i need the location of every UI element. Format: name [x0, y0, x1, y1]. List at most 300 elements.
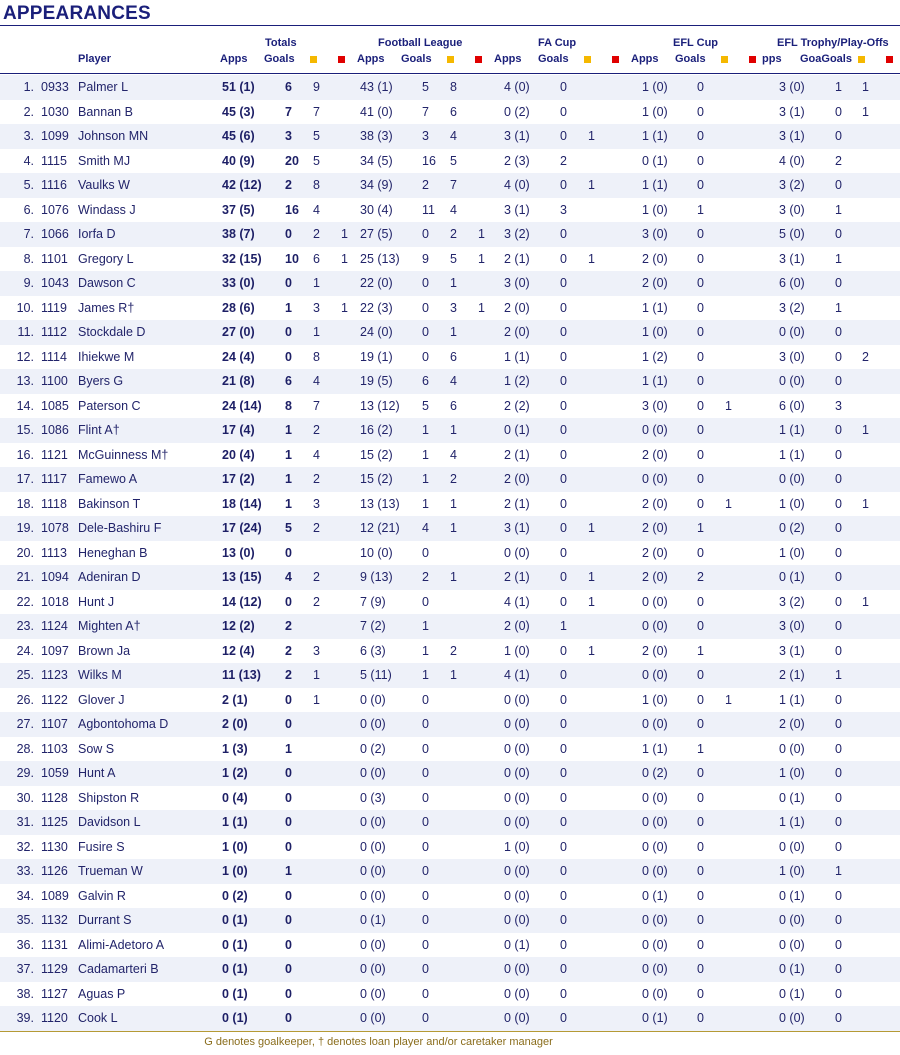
player-name: Vaulks W [78, 178, 130, 192]
efl-apps: 2 (0) [642, 447, 668, 462]
fl-yellow: 1 [450, 521, 457, 535]
player-id: 1121 [41, 447, 68, 462]
totals-yellow: 3 [313, 643, 320, 658]
player-name: Dawson C [78, 276, 136, 290]
row-number: 34. [16, 888, 34, 903]
table-row [0, 541, 900, 566]
efl-apps: 2 (0) [642, 570, 668, 584]
row-number: 39. [16, 1011, 34, 1025]
fa-apps: 2 (2) [504, 398, 530, 413]
row-number: 1. [23, 80, 34, 94]
title-divider [0, 25, 900, 26]
totals-yellow: 2 [313, 227, 320, 241]
table-row [0, 663, 900, 688]
player-id: 1099 [41, 129, 69, 143]
page-title: APPEARANCES [3, 3, 151, 24]
totals-goals: 0 [285, 888, 292, 903]
totals-yellow: 4 [313, 374, 320, 388]
fa-goals: 0 [560, 521, 567, 535]
totals-yellow: 1 [313, 276, 320, 290]
fa-goals: 0 [560, 888, 567, 903]
table-row [0, 908, 900, 933]
fa-yellow: 1 [588, 570, 595, 584]
player-name: Famewo A [78, 472, 138, 486]
header-efl-cup: EFL Cup [673, 37, 719, 49]
row-number: 2. [23, 104, 34, 119]
efl-goals: 0 [697, 692, 704, 707]
fl-apps: 0 (0) [360, 864, 386, 878]
trophy-yellow: 1 [862, 423, 869, 437]
row-number: 17. [16, 472, 34, 486]
player-name: Davidson L [78, 815, 141, 829]
trophy-goals: 1 [835, 300, 842, 315]
totals-goals: 4 [285, 570, 292, 584]
table-row [0, 75, 900, 100]
trophy-apps: 1 (0) [779, 864, 805, 878]
header-efl-apps: Apps [631, 53, 659, 65]
fa-apps: 0 (0) [504, 815, 530, 829]
efl-goals: 1 [697, 741, 704, 756]
trophy-goals: 0 [835, 570, 842, 584]
totals-goals: 1 [285, 864, 292, 878]
trophy-goals: 1 [835, 202, 842, 217]
efl-goals: 0 [697, 839, 704, 854]
efl-goals: 0 [697, 815, 704, 829]
fa-yellow: 1 [588, 594, 595, 609]
fl-goals: 0 [422, 888, 429, 903]
header-efl-goals: Goals [675, 53, 706, 65]
fl-goals: 0 [422, 227, 429, 241]
red-card-icon [886, 56, 893, 63]
row-number: 4. [23, 153, 34, 168]
totals-apps: 45 (3) [222, 104, 255, 119]
yellow-card-icon [310, 56, 317, 63]
totals-goals: 1 [285, 741, 292, 756]
fa-goals: 0 [560, 447, 567, 462]
trophy-yellow: 1 [862, 80, 869, 94]
player-id: 1114 [41, 349, 67, 364]
efl-goals: 0 [697, 423, 704, 437]
fa-apps: 0 (0) [504, 741, 530, 756]
row-number: 30. [16, 790, 34, 805]
fl-goals: 0 [422, 325, 429, 339]
row-number: 27. [16, 717, 34, 731]
trophy-apps: 3 (0) [779, 80, 805, 94]
totals-goals: 0 [285, 986, 292, 1001]
efl-apps: 2 (0) [642, 251, 668, 266]
trophy-apps: 1 (1) [779, 423, 805, 437]
player-name: Heneghan B [78, 545, 148, 560]
efl-goals: 0 [697, 594, 704, 609]
totals-yellow: 2 [313, 570, 320, 584]
trophy-goals: 0 [835, 790, 842, 805]
row-number: 22. [16, 594, 34, 609]
efl-goals: 0 [697, 937, 704, 952]
player-id: 1089 [41, 888, 69, 903]
totals-yellow: 2 [313, 423, 320, 437]
efl-goals: 0 [697, 129, 704, 143]
totals-goals: 1 [285, 496, 292, 511]
fl-apps: 9 (13) [360, 570, 393, 584]
header-divider [0, 73, 900, 74]
trophy-apps: 3 (1) [779, 251, 805, 266]
fa-apps: 1 (0) [504, 643, 530, 658]
efl-goals: 0 [697, 496, 704, 511]
fl-goals: 0 [422, 692, 429, 707]
fl-apps: 5 (11) [360, 668, 392, 682]
totals-yellow: 2 [313, 521, 320, 535]
totals-goals: 8 [285, 398, 292, 413]
trophy-apps: 3 (2) [779, 594, 805, 609]
efl-apps: 0 (0) [642, 864, 668, 878]
fl-apps: 43 (1) [360, 80, 393, 94]
totals-goals: 1 [285, 472, 292, 486]
trophy-goals: 3 [835, 398, 842, 413]
fl-goals: 0 [422, 741, 429, 756]
yellow-card-icon [858, 56, 865, 63]
player-id: 1117 [41, 472, 67, 486]
fl-apps: 0 (3) [360, 790, 386, 805]
player-name: Bannan B [78, 104, 133, 119]
fa-goals: 0 [560, 398, 567, 413]
header-player: Player [78, 53, 112, 65]
footnote: G denotes goalkeeper, † denotes loan player and/or caretaker manager [204, 1036, 553, 1048]
trophy-apps: 0 (1) [779, 962, 805, 976]
trophy-goals: 0 [835, 276, 842, 290]
totals-goals: 0 [285, 766, 292, 780]
efl-apps: 2 (0) [642, 545, 668, 560]
trophy-goals: 0 [835, 325, 842, 339]
table-row [0, 345, 900, 370]
table-row [0, 443, 900, 468]
trophy-goals: 0 [835, 913, 842, 927]
fl-apps: 0 (2) [360, 741, 386, 756]
fl-yellow: 4 [450, 129, 457, 143]
fl-goals: 0 [422, 300, 429, 315]
fl-goals: 7 [422, 104, 429, 119]
trophy-goals: 0 [835, 545, 842, 560]
totals-apps: 51 (1) [222, 80, 255, 94]
efl-apps: 1 (2) [642, 349, 668, 364]
fl-red: 1 [478, 227, 485, 241]
efl-goals: 2 [697, 570, 704, 584]
player-name: Iorfa D [78, 227, 116, 241]
fl-apps: 0 (0) [360, 766, 386, 780]
trophy-apps: 0 (1) [779, 790, 805, 805]
table-row [0, 418, 900, 443]
totals-apps: 0 (1) [222, 962, 248, 976]
fa-goals: 0 [560, 276, 567, 290]
totals-goals: 6 [285, 80, 292, 94]
fl-goals: 0 [422, 1011, 429, 1025]
player-name: McGuinness M† [78, 447, 169, 462]
player-id: 1119 [41, 300, 67, 315]
red-card-icon [475, 56, 482, 63]
trophy-goals: 0 [835, 521, 842, 535]
totals-apps: 32 (15) [222, 251, 262, 266]
fl-yellow: 1 [450, 423, 457, 437]
fa-goals: 3 [560, 202, 567, 217]
fl-goals: 16 [422, 153, 436, 168]
player-name: Johnson MN [78, 129, 149, 143]
table-row [0, 712, 900, 737]
totals-yellow: 4 [313, 447, 320, 462]
row-number: 28. [16, 741, 34, 756]
fa-apps: 3 (1) [504, 129, 530, 143]
efl-goals: 0 [697, 962, 704, 976]
fa-goals: 0 [560, 839, 567, 854]
efl-goals: 0 [697, 717, 704, 731]
efl-goals: 0 [697, 227, 704, 241]
efl-apps: 0 (0) [642, 619, 668, 633]
efl-goals: 0 [697, 766, 704, 780]
header-totals-apps: Apps [220, 53, 248, 65]
efl-apps: 1 (1) [642, 129, 668, 143]
trophy-apps: 0 (1) [779, 888, 805, 903]
fl-goals: 0 [422, 594, 429, 609]
player-id: 1113 [41, 545, 67, 560]
totals-apps: 24 (4) [222, 349, 255, 364]
fl-apps: 30 (4) [360, 202, 393, 217]
totals-goals: 0 [285, 276, 292, 290]
totals-apps: 1 (0) [222, 839, 248, 854]
table-row [0, 124, 900, 149]
efl-apps: 0 (0) [642, 668, 668, 682]
fl-yellow: 2 [450, 643, 457, 658]
efl-apps: 2 (0) [642, 496, 668, 511]
trophy-apps: 3 (2) [779, 300, 805, 315]
efl-apps: 1 (1) [642, 178, 668, 192]
fl-goals: 1 [422, 643, 429, 658]
fa-apps: 4 (0) [504, 178, 530, 192]
fl-apps: 15 (2) [360, 472, 393, 486]
totals-apps: 42 (12) [222, 178, 262, 192]
fl-yellow: 1 [450, 276, 457, 290]
fl-apps: 27 (5) [360, 227, 393, 241]
efl-goals: 1 [697, 643, 704, 658]
fl-apps: 34 (9) [360, 178, 393, 192]
player-id: 1107 [41, 717, 68, 731]
player-name: Agbontohoma D [78, 717, 169, 731]
trophy-apps: 0 (0) [779, 913, 805, 927]
table-row [0, 296, 900, 321]
header-fa-apps: Apps [494, 53, 522, 65]
table-row [0, 173, 900, 198]
fa-goals: 2 [560, 153, 567, 168]
table-row [0, 492, 900, 517]
trophy-goals: 1 [835, 668, 842, 682]
totals-goals: 20 [285, 153, 299, 168]
table-row [0, 247, 900, 272]
player-id: 1122 [41, 692, 68, 707]
fa-apps: 0 (0) [504, 986, 530, 1001]
fa-goals: 0 [560, 472, 567, 486]
row-number: 23. [16, 619, 34, 633]
totals-goals: 2 [285, 619, 292, 633]
row-number: 32. [16, 839, 34, 854]
fa-goals: 0 [560, 423, 567, 437]
yellow-card-icon [447, 56, 454, 63]
totals-apps: 18 (14) [222, 496, 262, 511]
trophy-goals: 0 [835, 962, 842, 976]
totals-goals: 0 [285, 790, 292, 805]
totals-yellow: 3 [313, 496, 320, 511]
fl-goals: 0 [422, 790, 429, 805]
row-number: 25. [16, 668, 34, 682]
trophy-apps: 1 (1) [779, 447, 805, 462]
fa-goals: 0 [560, 496, 567, 511]
player-name: Aguas P [78, 986, 126, 1001]
fl-red: 1 [478, 300, 485, 315]
row-number: 29. [16, 766, 34, 780]
trophy-apps: 0 (1) [779, 570, 805, 584]
fl-apps: 19 (1) [360, 349, 393, 364]
trophy-goals: 1 [835, 864, 842, 878]
totals-goals: 0 [285, 227, 292, 241]
efl-goals: 0 [697, 1011, 704, 1025]
row-number: 3. [23, 129, 34, 143]
efl-yellow: 1 [725, 496, 732, 511]
player-id: 1132 [41, 913, 68, 927]
player-name: Stockdale D [78, 325, 146, 339]
efl-goals: 1 [697, 521, 704, 535]
fl-yellow: 6 [450, 398, 457, 413]
totals-apps: 33 (0) [222, 276, 255, 290]
trophy-apps: 3 (2) [779, 178, 805, 192]
totals-yellow: 8 [313, 178, 320, 192]
fl-apps: 6 (3) [360, 643, 386, 658]
efl-apps: 0 (0) [642, 594, 668, 609]
fl-yellow: 3 [450, 300, 457, 315]
totals-red: 1 [341, 227, 348, 241]
efl-apps: 3 (0) [642, 398, 668, 413]
player-name: Paterson C [78, 398, 141, 413]
totals-yellow: 2 [313, 472, 320, 486]
efl-apps: 1 (0) [642, 325, 668, 339]
efl-apps: 0 (0) [642, 913, 668, 927]
table-row [0, 100, 900, 125]
fa-apps: 0 (1) [504, 937, 530, 952]
totals-goals: 16 [285, 202, 299, 217]
efl-apps: 0 (0) [642, 472, 668, 486]
totals-goals: 0 [285, 962, 292, 976]
table-row [0, 688, 900, 713]
fa-apps: 1 (2) [504, 374, 530, 388]
trophy-yellow: 1 [862, 594, 869, 609]
efl-goals: 1 [697, 202, 704, 217]
fa-apps: 2 (0) [504, 300, 530, 315]
efl-goals: 0 [697, 472, 704, 486]
totals-apps: 40 (9) [222, 153, 255, 168]
trophy-goals: 0 [835, 349, 842, 364]
efl-goals: 0 [697, 447, 704, 462]
totals-yellow: 8 [313, 349, 320, 364]
player-name: Palmer L [78, 80, 129, 94]
player-id: 1101 [41, 251, 68, 266]
trophy-goals: 0 [835, 447, 842, 462]
trophy-apps: 1 (1) [779, 815, 805, 829]
fl-goals: 1 [422, 447, 429, 462]
fl-goals: 0 [422, 839, 429, 854]
totals-apps: 37 (5) [222, 202, 255, 217]
totals-goals: 6 [285, 374, 292, 388]
fl-apps: 41 (0) [360, 104, 393, 119]
row-number: 6. [23, 202, 34, 217]
fa-goals: 0 [560, 692, 567, 707]
player-id: 1018 [41, 594, 69, 609]
trophy-apps: 3 (0) [779, 349, 805, 364]
efl-apps: 0 (1) [642, 153, 668, 168]
player-name: Hunt J [78, 594, 115, 609]
fa-apps: 3 (2) [504, 227, 530, 241]
trophy-goals: 0 [835, 986, 842, 1001]
header-fa-goals: Goals [538, 53, 569, 65]
totals-yellow: 7 [313, 104, 320, 119]
row-number: 13. [16, 374, 34, 388]
totals-apps: 20 (4) [222, 447, 255, 462]
trophy-apps: 0 (1) [779, 986, 805, 1001]
header-fa-cup: FA Cup [538, 37, 577, 49]
table-row [0, 835, 900, 860]
fa-apps: 2 (1) [504, 570, 530, 584]
totals-apps: 17 (2) [222, 472, 255, 486]
trophy-apps: 2 (1) [779, 668, 805, 682]
efl-apps: 0 (0) [642, 815, 668, 829]
trophy-apps: 3 (1) [779, 643, 805, 658]
row-number: 36. [16, 937, 34, 952]
fl-goals: 0 [422, 276, 429, 290]
totals-apps: 38 (7) [222, 227, 255, 241]
table-row [0, 394, 900, 419]
table-row [0, 1006, 900, 1031]
yellow-card-icon [721, 56, 728, 63]
totals-goals: 2 [285, 178, 292, 192]
player-id: 1043 [41, 276, 69, 290]
trophy-apps: 3 (1) [779, 129, 805, 143]
totals-goals: 3 [285, 129, 292, 143]
player-id: 1094 [41, 570, 69, 584]
table-row [0, 639, 900, 664]
row-number: 7. [23, 227, 34, 241]
fa-apps: 3 (1) [504, 521, 530, 535]
fl-apps: 0 (0) [360, 839, 386, 854]
totals-goals: 2 [285, 643, 292, 658]
efl-goals: 0 [697, 178, 704, 192]
fa-apps: 4 (1) [504, 668, 530, 682]
efl-apps: 1 (0) [642, 104, 668, 119]
row-number: 20. [16, 545, 34, 560]
efl-goals: 0 [697, 913, 704, 927]
efl-apps: 1 (0) [642, 80, 668, 94]
efl-apps: 0 (0) [642, 423, 668, 437]
fa-apps: 2 (0) [504, 472, 530, 486]
fa-goals: 0 [560, 643, 567, 658]
fa-goals: 0 [560, 668, 567, 682]
fl-yellow: 1 [450, 668, 457, 682]
player-id: 1120 [41, 1011, 68, 1025]
fl-yellow: 5 [450, 153, 457, 168]
totals-goals: 1 [285, 447, 292, 462]
totals-yellow: 2 [313, 594, 320, 609]
trophy-apps: 1 (0) [779, 496, 805, 511]
efl-goals: 0 [697, 251, 704, 266]
fl-apps: 15 (2) [360, 447, 393, 462]
player-id: 1131 [41, 937, 68, 952]
efl-apps: 0 (0) [642, 937, 668, 952]
efl-goals: 0 [697, 300, 704, 315]
fa-goals: 0 [560, 1011, 567, 1025]
fa-goals: 0 [560, 913, 567, 927]
